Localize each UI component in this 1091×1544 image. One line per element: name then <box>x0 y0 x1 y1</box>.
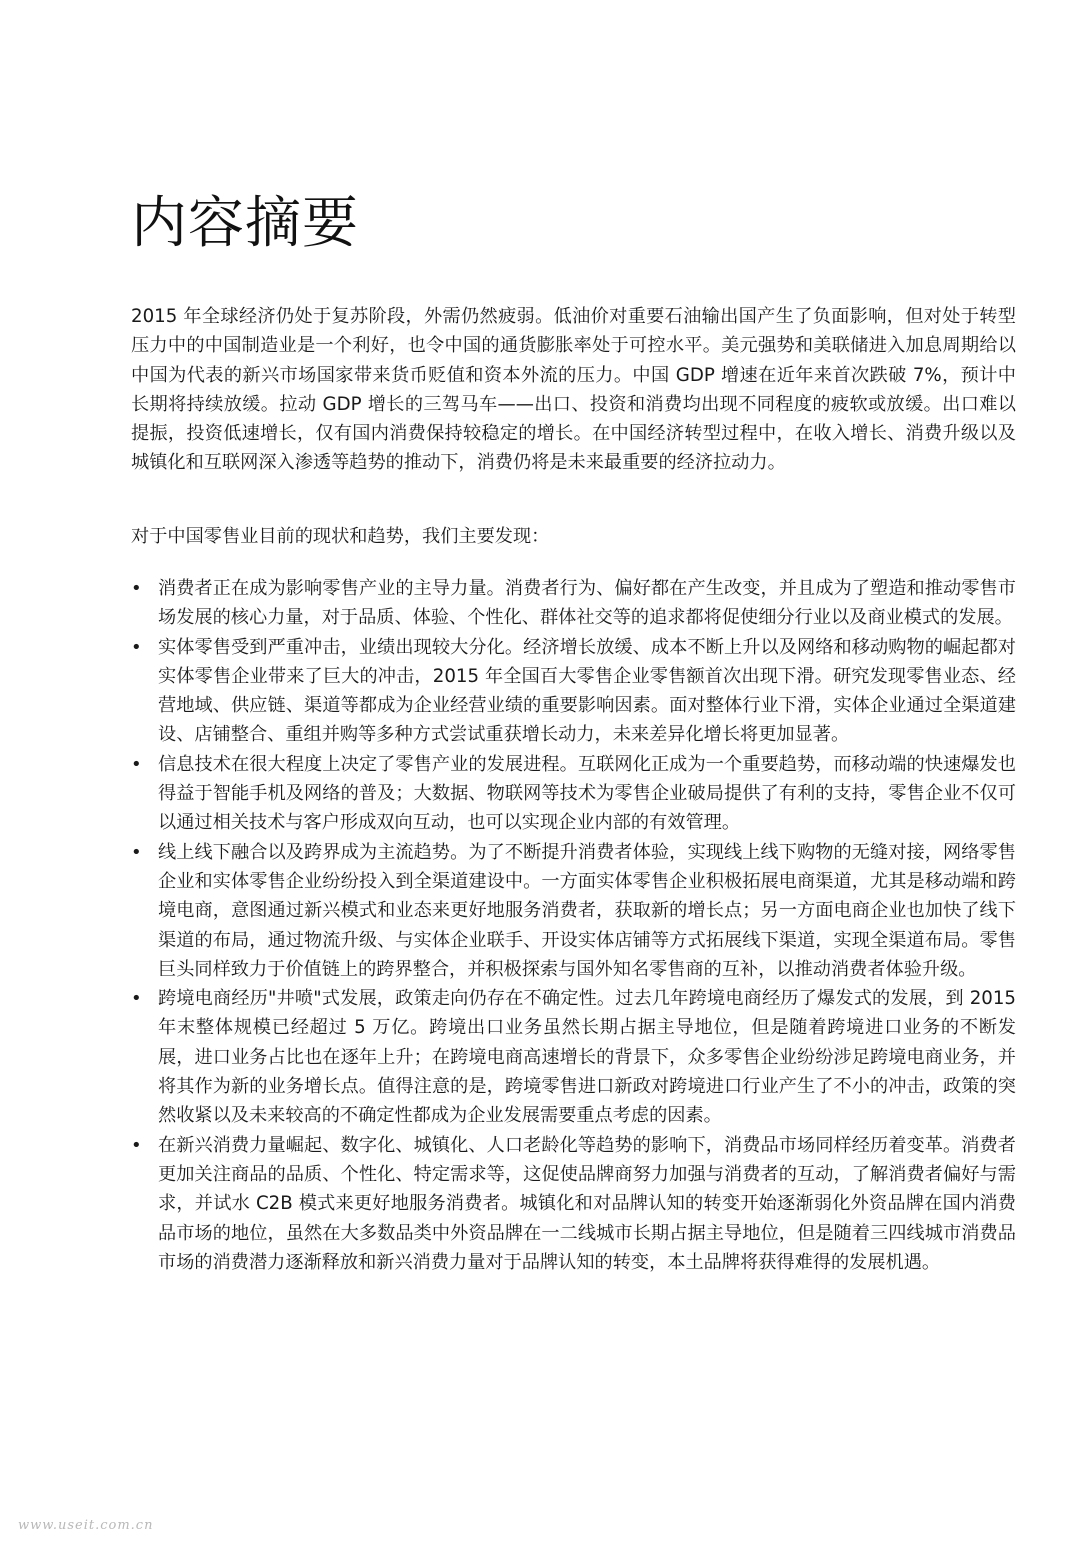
finding-item <box>131 750 1016 838</box>
page-title: 内容摘要 <box>131 191 359 256</box>
finding-text: 实体零售受到严重冲击，业绩出现较大分化。经济增长放缓、成本不断上升以及网络和移动购物的崛起都对实体零售企业带来了巨大的冲击，2015 年全国百大零售企业零售额首次出现下滑。研究发现零售业态、经营地域、供应链、渠道等都成为企业经营业绩的重要影响因素。面对整体行业下滑，实体企业通过全渠道建设、店铺整合、重组并购等多种方式尝试重获增长动力，未来差异化增长将更加显著。 <box>158 636 1016 746</box>
finding-item <box>131 1131 1016 1277</box>
watermark: www.useit.com.cn <box>18 1518 154 1533</box>
finding-text: 跨境电商经历"井喷"式发展，政策走向仍存在不确定性。过去几年跨境电商经历了爆发式的发展，到 2015 年末整体规模已经超过 5 万亿。跨境出口业务虽然长期占据主导地位，但是随着跨境进口业务的不断发展，进口业务占比也在逐年上升；在跨境电商高速增长的背景下，众多零售企业纷纷涉足跨境电商业务，并将其作为新的业务增长点。值得注意的是，跨境零售进口新政对跨境进口行业产生了不小的冲击，政策的突然收紧以及未来较高的不确定性都成为企业发展需要重点考虑的因素。 <box>158 988 1016 1127</box>
bullet-icon: • <box>131 753 142 775</box>
finding-item <box>131 838 1016 984</box>
finding-text: 线上线下融合以及跨界成为主流趋势。为了不断提升消费者体验，实现线上线下购物的无缝对接，网络零售企业和实体零售企业纷纷投入到全渠道建设中。一方面实体零售企业积极拓展电商渠道，尤其是移动端和跨境电商，意图通过新兴模式和业态来更好地服务消费者，获取新的增长点；另一方面电商企业也加快了线下渠道的布局，通过物流升级、与实体企业联手、开设实体店铺等方式拓展线下渠道，实现全渠道布局。零售巨头同样致力于价值链上的跨界整合，并积极探索与国外知名零售商的互补，以推动消费者体验升级。 <box>158 841 1016 980</box>
finding-text: 在新兴消费力量崛起、数字化、城镇化、人口老龄化等趋势的影响下，消费品市场同样经历着变革。消费者更加关注商品的品质、个性化、特定需求等，这促使品牌商努力加强与消费者的互动，了解消费者偏好与需求，并试水 C2B 模式来更好地服务消费者。城镇化和对品牌认知的转变开始逐渐弱化外资品牌在国内消费品市场的地位，虽然在大多数品类中外资品牌在一二线城市长期占据主导地位，但是随着三四线城市消费品市场的消费潜力逐渐释放和新兴消费力量对于品牌认知的转变，本土品牌将获得难得的发展机遇。 <box>158 1134 1016 1273</box>
findings-list <box>131 574 1016 1277</box>
bullet-icon: • <box>131 988 142 1010</box>
finding-text: 信息技术在很大程度上决定了零售产业的发展进程。互联网化正成为一个重要趋势，而移动端的快速爆发也得益于智能手机及网络的普及；大数据、物联网等技术为零售企业破局提供了有利的支持，零售企业不仅可以通过相关技术与客户形成双向互动，也可以实现企业内部的有效管理。 <box>158 753 1016 834</box>
finding-text: 消费者正在成为影响零售产业的主导力量。消费者行为、偏好都在产生改变，并且成为了塑造和推动零售市场发展的核心力量，对于品质、体验、个性化、群体社交等的追求都将促使细分行业以及商业模式的发展。 <box>158 578 1016 629</box>
bullet-icon: • <box>131 841 142 863</box>
bullet-icon: • <box>131 636 142 658</box>
finding-item <box>131 574 1016 633</box>
bullet-icon: • <box>131 1134 142 1156</box>
findings-lead: 对于中国零售业目前的现状和趋势，我们主要发现： <box>131 526 550 547</box>
bullet-icon: • <box>131 578 142 599</box>
finding-item <box>131 633 1016 750</box>
intro-paragraph: 2015 年全球经济仍处于复苏阶段，外需仍然疲弱。低油价对重要石油输出国产生了负面影响，但对处于转型压力中的中国制造业是一个利好，也令中国的通货膨胀率处于可控水平。美元强势和美联储进入加息周期给以中国为代表的新兴市场国家带来货币贬值和资本外流的压力。中国 GDP 增速在近年来首次跌破 7%，预计中长期将持续放缓。拉动 GDP 增长的三驾马车——出口、投资和消费均出现不同程度的疲软或放缓。出口难以提振，投资低速增长，仅有国内消费保持较稳定的增长。在中国经济转型过程中，在收入增长、消费升级以及城镇化和互联网深入渗透等趋势的推动下，消费仍将是未来最重要的经济拉动力。 <box>131 306 1016 474</box>
finding-item <box>131 984 1016 1130</box>
